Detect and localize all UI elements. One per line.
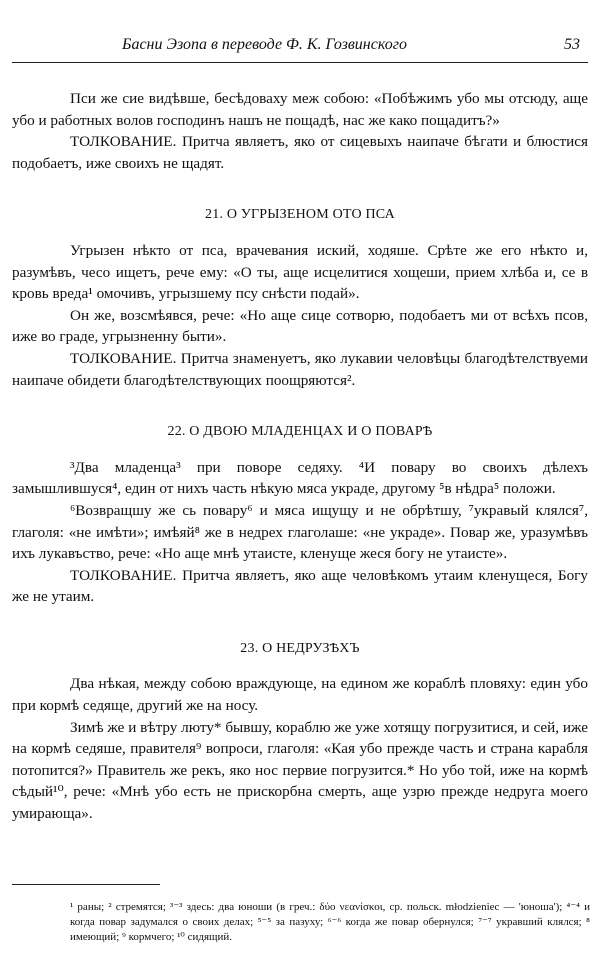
tolkovanie-label: ТОЛКОВАНИЕ. — [70, 566, 177, 584]
page-number: 53 — [564, 36, 580, 53]
fable-22-paragraph-1: ³Два младенца³ при поворе седяху. ⁴И повару во своихъ дѣлехъ замышлившуся⁴, един от нихъ часть нѣкую мяса украде, другому ⁵в нѣдра⁵ положи. — [12, 458, 588, 498]
tolkovanie-text: Притча являетъ, яко аще человѣкомъ утаим кленущеся, Богу же не утаим. — [12, 566, 588, 606]
fable-23-paragraph-2: Зимѣ же и вѣтру люту* бывшу, кораблю же уже хотящу погрузитися, и сей, иже на кормѣ седяше, правителя⁹ вопроси, глаголя: «Кая убо прежде часть и страна карабля потопится?» Правитель же рекъ, яко нос первие погрузится.* Но убо той, иже на кормѣ сѣдый¹⁰, рече: «Мнѣ убо есть не прискорбна смерть, аще узрю прежде недруга моего умирающа». — [12, 718, 588, 823]
fable-22-tolkovanie — [12, 565, 588, 608]
intro-tolkovanie — [12, 131, 588, 174]
fable-23-paragraph-1: Два нѣкая, между собою враждующе, на едином же кораблѣ пловяху: един убо при кормѣ седяще, другий же на носу. — [12, 675, 588, 715]
fable-21-paragraph-2: Он же, возсмѣявся, рече: «Но аще сице сотворю, подобаетъ ми от всѣхъ псов, иже во граде, угрызненну быти». — [12, 306, 588, 346]
fable-22-paragraph-2: ⁶Возвращшу же сь повару⁶ и мяса ищущу и не обрѣтшу, ⁷укравый клялся⁷, глаголя: «не имѣти»; имѣяй⁸ же в недрех глаголаше: «не украде». Повар же, уразумѣвъ ихъ лукавъство, рече: «Но аще мнѣ утаисте, кленуще жеся богу не утаисте». — [12, 501, 588, 563]
fable-21-tolkovanie — [12, 348, 588, 391]
header-rule — [12, 62, 588, 63]
running-title: Басни Эзопа в переводе Ф. К. Гозвинского — [122, 36, 407, 53]
fable-21-title: 21. О УГРЫЗЕНОМ ОТО ПСА — [205, 207, 395, 223]
fable-22-title: 22. О ДВОЮ МЛАДЕНЦАХ И О ПОВАРѢ — [167, 424, 433, 440]
intro-paragraph: Пси же сие видѣвше, бесѣдоваху меж собою: «Побѣжимъ убо мы отсюду, аще убо и работных волов господинъ нашъ не пощадѣ, нас же како пощадитъ?» — [12, 90, 588, 129]
fable-21-paragraph-1: Угрызен нѣкто от пса, врачевания иский, ходяше. Срѣте же его нѣкто и, разумѣвъ, чесо ищетъ, рече ему: «О ты, аще исцелитися хощеши, прием хлѣба и, се в кровь вреда¹ омочивъ, угрызшему псу снѣсти подай». — [12, 241, 588, 303]
fable-23-title: 23. О НЕДРУЗѢХЪ — [240, 640, 360, 656]
running-header — [12, 34, 588, 56]
tolkovanie-label: ТОЛКОВАНИЕ. — [70, 133, 177, 151]
tolkovanie-label: ТОЛКОВАНИЕ. — [70, 349, 177, 367]
body-text — [12, 88, 588, 825]
tolkovanie-text: Притча являетъ, яко от сицевыхъ наипаче бѣгати и блюстися подобаетъ, иже своихъ не щадят. — [12, 133, 588, 172]
tolkovanie-text: Притча знаменуетъ, яко лукавии человѣцы благодѣтелствуеми наипаче обидети благодѣтелствующих поощряются². — [12, 349, 588, 389]
footnote-rule — [12, 884, 160, 885]
footnotes: ¹ раны; ² стремятся; ³⁻³ здесь: два юноши (в греч.: δύο νεανίσκοι, ср. польск. młodzieniec — 'юноша'); ⁴⁻⁴ и когда повар задумался о своих делах; ⁵⁻⁵ за пазуху; ⁶⁻⁶ когда же повар обернулся; ⁷⁻⁷ укравший клялся; ⁸ имеющий; ⁹ кормчего; ¹⁰ сидящий. — [70, 901, 590, 943]
